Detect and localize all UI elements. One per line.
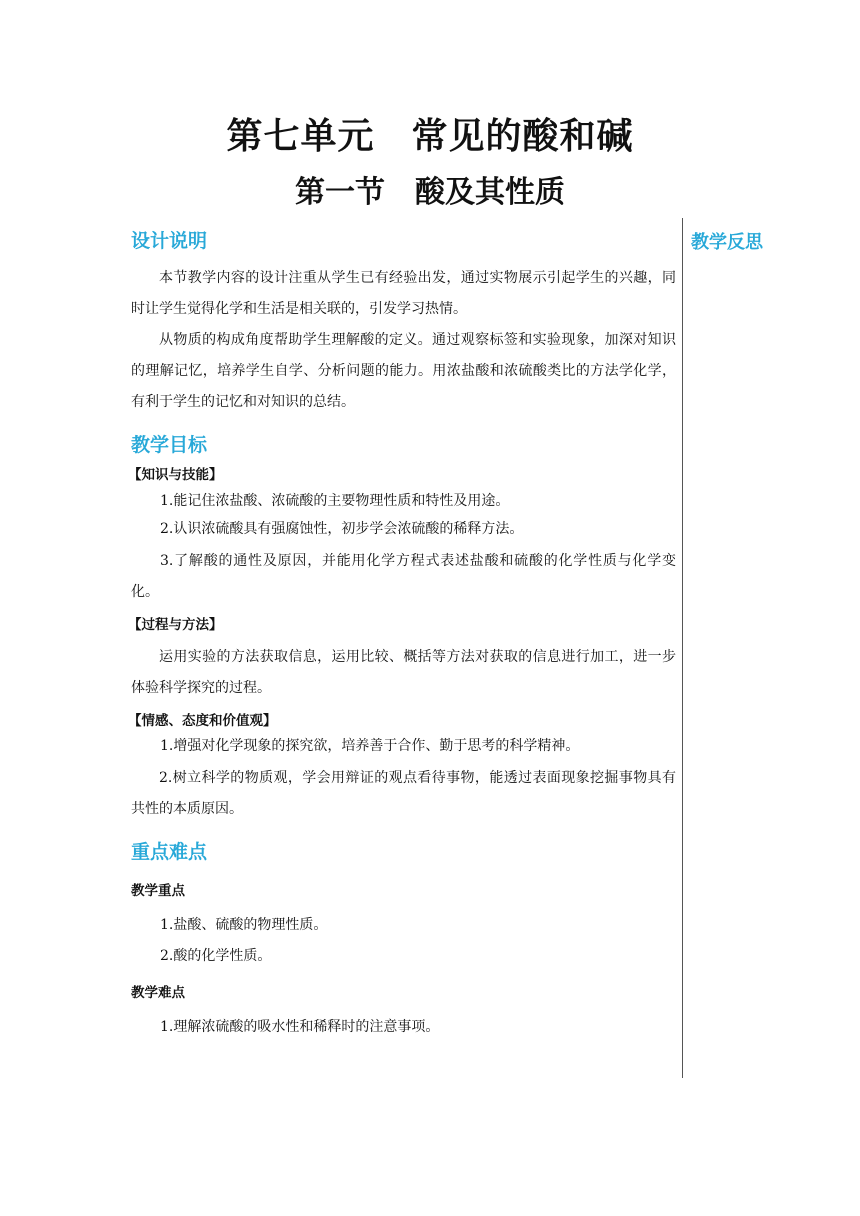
column-divider [682, 218, 683, 1078]
focus-item: 1.盐酸、硫酸的物理性质。 [160, 917, 328, 933]
section-title: 第一节 酸及其性质 [295, 175, 565, 210]
main-column [128, 228, 676, 1043]
knowledge-item: 3.了解酸的通性及原因，并能用化学方程式表述盐酸和硫酸的化学性质与化学变化。 [131, 553, 676, 600]
knowledge-item: 2.认识浓硫酸具有强腐蚀性，初步学会浓硫酸的稀释方法。 [160, 521, 524, 537]
emotion-item: 2.树立科学的物质观，学会用辩证的观点看待事物，能透过表面现象挖掘事物具有共性的本质原因。 [131, 770, 676, 817]
goals-heading: 教学目标 [131, 434, 208, 456]
emotion-label: 【情感、态度和价值观】 [128, 713, 277, 729]
process-text: 运用实验的方法获取信息，运用比较、概括等方法对获取的信息进行加工，进一步体验科学探究的过程。 [131, 649, 676, 696]
difficulty-item: 1.理解浓硫酸的吸水性和稀释时的注意事项。 [160, 1019, 440, 1035]
focus-item: 2.酸的化学性质。 [160, 948, 272, 964]
design-heading: 设计说明 [131, 230, 208, 252]
knowledge-label: 【知识与技能】 [128, 467, 223, 483]
process-label: 【过程与方法】 [128, 617, 223, 633]
unit-title: 第七单元 常见的酸和碱 [226, 116, 634, 157]
difficulty-label: 教学难点 [131, 985, 185, 1001]
focus-label: 教学重点 [131, 883, 185, 899]
design-paragraph: 从物质的构成角度帮助学生理解酸的定义。通过观察标签和实验现象，加深对知识的理解记忆，培养学生自学、分析问题的能力。用浓盐酸和浓硫酸类比的方法学化学，有利于学生的记忆和对知识的总结。 [131, 332, 676, 410]
emotion-item: 1.增强对化学现象的探究欲，培养善于合作、勤于思考的科学精神。 [160, 738, 580, 754]
reflection-heading: 教学反思 [691, 232, 763, 253]
design-paragraph: 本节教学内容的设计注重从学生已有经验出发，通过实物展示引起学生的兴趣，同时让学生觉得化学和生活是相关联的，引发学习热情。 [131, 270, 676, 317]
knowledge-item: 1.能记住浓盐酸、浓硫酸的主要物理性质和特性及用途。 [160, 493, 510, 509]
keypoints-heading: 重点难点 [131, 841, 208, 863]
